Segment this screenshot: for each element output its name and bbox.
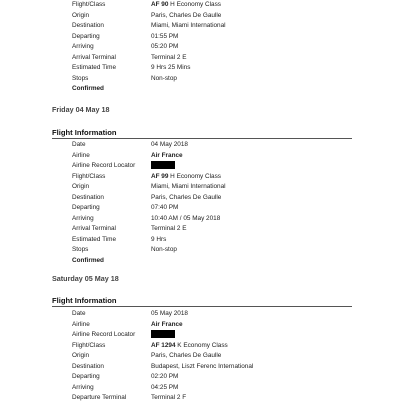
confirmed-status: Confirmed	[72, 256, 104, 264]
departing-value: 07:40 PM	[151, 204, 179, 211]
destination-value: Budapest, Liszt Ferenc International	[151, 362, 254, 370]
departing-value: 02:20 PM	[151, 373, 179, 380]
arriving-value: 05:20 PM	[151, 43, 179, 50]
stops-value: Non-stop	[151, 246, 177, 253]
date-value: 05 May 2018	[151, 310, 188, 317]
departing-row	[0, 372, 400, 383]
date-value: 04 May 2018	[151, 141, 188, 148]
departing-label: Departing	[72, 204, 100, 211]
redaction-box	[151, 330, 175, 338]
airline-label: Airline	[72, 151, 90, 159]
arriving-row	[0, 42, 400, 53]
stops-row	[0, 74, 400, 85]
arrival-terminal-label: Arrival Terminal	[72, 53, 116, 61]
redaction-box	[151, 161, 175, 169]
flight-class-value	[151, 0, 221, 11]
arrival-terminal-row	[0, 53, 400, 64]
booking-class: H Economy Class	[168, 172, 221, 180]
section-title-2: Flight Information	[52, 296, 117, 305]
locator-row	[0, 161, 400, 172]
flight-details-3	[0, 309, 400, 404]
date-heading-2: Saturday 05 May 18	[52, 274, 119, 283]
destination-row	[0, 362, 400, 373]
departing-value: 01:55 PM	[151, 32, 179, 40]
date-label: Date	[72, 310, 86, 317]
departing-row	[0, 203, 400, 214]
status-row	[0, 84, 400, 95]
estimated-time-row	[0, 63, 400, 74]
flight-details-2	[0, 140, 400, 266]
destination-row	[0, 193, 400, 204]
arriving-label: Arriving	[72, 43, 94, 50]
airline-label: Airline	[72, 320, 90, 328]
arrival-terminal-value: Terminal 2 E	[151, 53, 187, 61]
section-divider-2	[52, 306, 352, 307]
origin-label: Origin	[72, 183, 90, 190]
flight-class-label: Flight/Class	[72, 172, 106, 180]
destination-value: Paris, Charles De Gaulle	[151, 193, 222, 201]
departing-label: Departing	[72, 373, 100, 380]
arriving-label: Arriving	[72, 214, 94, 222]
origin-value: Paris, Charles De Gaulle	[151, 352, 222, 359]
stops-label: Stops	[72, 74, 89, 82]
locator-value	[151, 330, 175, 341]
flight-class-value	[151, 341, 228, 352]
locator-row	[0, 330, 400, 341]
date-heading-1: Friday 04 May 18	[52, 105, 110, 114]
flight-class-value	[151, 172, 221, 183]
arriving-value: 04:25 PM	[151, 383, 179, 391]
locator-label: Airline Record Locator	[72, 331, 136, 338]
airline-value: Air France	[151, 151, 183, 159]
flight-class-label: Flight/Class	[72, 1, 106, 8]
arriving-label: Arriving	[72, 383, 94, 391]
destination-row	[0, 21, 400, 32]
airline-row	[0, 151, 400, 162]
airline-value: Air France	[151, 320, 183, 328]
flight-class-row	[0, 341, 400, 352]
flight-details-1	[0, 0, 400, 95]
section-divider-1	[52, 138, 352, 139]
booking-class: K Economy Class	[175, 341, 228, 349]
status-row	[0, 256, 400, 267]
destination-label: Destination	[72, 22, 104, 29]
origin-value: Miami, Miami International	[151, 183, 226, 190]
locator-label: Airline Record Locator	[72, 162, 136, 169]
arrival-terminal-row	[0, 224, 400, 235]
date-row	[0, 309, 400, 320]
origin-row	[0, 182, 400, 193]
destination-label: Destination	[72, 362, 104, 370]
booking-class: H Economy Class	[168, 1, 221, 8]
departing-label: Departing	[72, 32, 100, 40]
flight-class-label: Flight/Class	[72, 341, 106, 349]
flight-code: AF 1294	[151, 341, 176, 349]
arrival-terminal-value: Terminal 2 E	[151, 225, 187, 232]
flight-class-row	[0, 172, 400, 183]
arriving-row	[0, 383, 400, 394]
departure-terminal-row	[0, 393, 400, 404]
confirmed-status: Confirmed	[72, 85, 104, 92]
estimated-time-value: 9 Hrs	[151, 235, 167, 243]
date-row	[0, 140, 400, 151]
stops-value: Non-stop	[151, 74, 177, 82]
flight-code: AF 99	[151, 172, 169, 180]
origin-value: Paris, Charles De Gaulle	[151, 11, 222, 19]
stops-row	[0, 245, 400, 256]
flight-class-row	[0, 0, 400, 11]
origin-label: Origin	[72, 352, 90, 359]
date-label: Date	[72, 141, 86, 148]
departure-terminal-label: Departure Terminal	[72, 394, 127, 401]
locator-value	[151, 161, 175, 172]
departure-terminal-value: Terminal 2 F	[151, 394, 187, 401]
estimated-time-row	[0, 235, 400, 246]
arrival-terminal-label: Arrival Terminal	[72, 225, 116, 232]
estimated-time-value: 9 Hrs 25 Mins	[151, 64, 191, 71]
airline-row	[0, 320, 400, 331]
destination-label: Destination	[72, 193, 104, 201]
origin-row	[0, 351, 400, 362]
estimated-time-label: Estimated Time	[72, 64, 117, 71]
flight-code: AF 90	[151, 1, 169, 8]
destination-value: Miami, Miami International	[151, 22, 226, 29]
origin-row	[0, 11, 400, 22]
departing-row	[0, 32, 400, 43]
stops-label: Stops	[72, 246, 89, 253]
arriving-value: 10:40 AM / 05 May 2018	[151, 214, 221, 222]
section-title-1: Flight Information	[52, 128, 117, 137]
arriving-row	[0, 214, 400, 225]
origin-label: Origin	[72, 11, 90, 19]
estimated-time-label: Estimated Time	[72, 235, 117, 243]
